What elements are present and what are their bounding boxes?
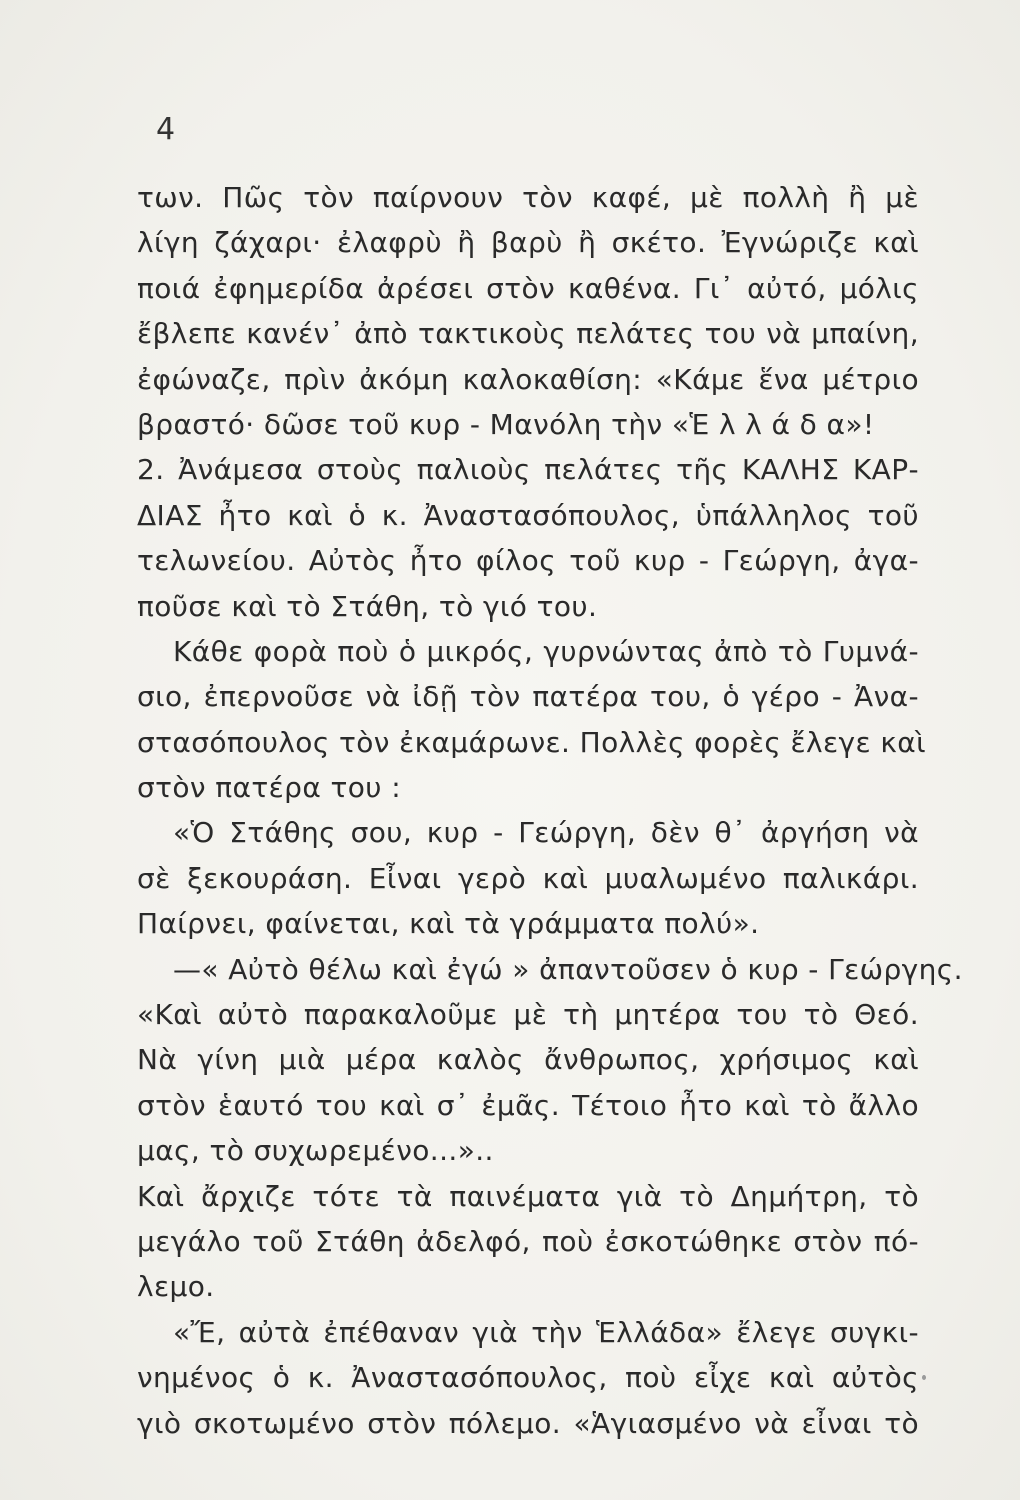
text-line: στὸν ἑαυτό του καὶ σ᾽ ἐμᾶς. Τέτοιο ἦτο καὶ τὸ ἄλλο xyxy=(137,1088,919,1122)
text-line: 2. Ἀνάμεσα στοὺς παλιοὺς πελάτες τῆς ΚΑΛΗΣ ΚΑΡ- xyxy=(137,453,919,487)
text-line: νημένος ὁ κ. Ἀναστασόπουλος, ποὺ εἶχε καὶ αὐτὸς xyxy=(137,1361,919,1395)
text-line: ποῦσε καὶ τὸ Στάθη, τὸ γιό του. xyxy=(137,589,598,623)
text-line: βραστό· δῶσε τοῦ κυρ - Μανόλη τὴν «Ἑ λ λ ά δ α»! xyxy=(137,407,875,441)
text-line: λίγη ζάχαρι· ἐλαφρὺ ἢ βαρὺ ἢ σκέτο. Ἐγνώριζε καὶ xyxy=(137,226,919,260)
text-line: «Ὁ Στάθης σου, κυρ - Γεώργη, δὲν θ᾽ ἀργήση νὰ xyxy=(173,816,919,850)
text-line: «Καὶ αὐτὸ παρακαλοῦμε μὲ τὴ μητέρα του τὸ Θεό. xyxy=(137,998,919,1032)
text-line: λεμο. xyxy=(137,1270,215,1304)
page-number: 4 xyxy=(156,112,176,147)
text-line: στὸν πατέρα του : xyxy=(137,771,402,805)
text-line: «Ἔ, αὐτὰ ἐπέθαναν γιὰ τὴν Ἑλλάδα» ἔλεγε συγκι- xyxy=(173,1315,919,1349)
text-line: μεγάλο τοῦ Στάθη ἀδελφό, ποὺ ἐσκοτώθηκε στὸν πό- xyxy=(137,1224,919,1258)
text-line: ποιά ἐφημερίδα ἀρέσει στὸν καθένα. Γι᾽ αὐτό, μόλις xyxy=(137,271,919,305)
body-text xyxy=(137,175,963,1446)
text-line: Κάθε φορὰ ποὺ ὁ μικρός, γυρνώντας ἀπὸ τὸ Γυμνά- xyxy=(173,634,919,668)
text-line: σὲ ξεκουράση. Εἶναι γερὸ καὶ μυαλωμένο παλικάρι. xyxy=(137,861,919,895)
text-line: ἔβλεπε κανέν᾽ ἀπὸ τακτικοὺς πελάτες του νὰ μπαίνη, xyxy=(137,317,919,351)
text-line: τελωνείου. Αὐτὸς ἦτο φίλος τοῦ κυρ - Γεώργη, ἀγα- xyxy=(137,544,919,578)
text-line: Νὰ γίνη μιὰ μέρα καλὸς ἄνθρωπος, χρήσιμος καὶ xyxy=(137,1043,919,1077)
text-line: Καὶ ἄρχιζε τότε τὰ παινέματα γιὰ τὸ Δημήτρη, τὸ xyxy=(137,1179,919,1213)
paper-speck xyxy=(922,1375,926,1380)
text-line: των. Πῶς τὸν παίρνουν τὸν καφέ, μὲ πολλὴ ἢ μὲ xyxy=(137,181,919,214)
text-line: γιὸ σκοτωμένο στὸν πόλεμο. «Ἁγιασμένο νὰ εἶναι τὸ xyxy=(137,1406,919,1440)
text-line: Παίρνει, φαίνεται, καὶ τὰ γράμματα πολύ». xyxy=(137,907,760,941)
text-line: ΔΙΑΣ ἦτο καὶ ὁ κ. Ἀναστασόπουλος, ὑπάλληλος τοῦ xyxy=(137,498,919,532)
text-line: ἐφώναζε, πρὶν ἀκόμη καλοκαθίση: «Κάμε ἕνα μέτριο xyxy=(137,362,919,396)
text-line: σιο, ἐπερνοῦσε νὰ ἰδῇ τὸν πατέρα του, ὁ γέρο - Ἀνα- xyxy=(137,680,919,714)
text-line: μας, τὸ συχωρεμένο...».. xyxy=(137,1134,494,1168)
text-line: —« Αὐτὸ θέλω καὶ ἐγώ » ἀπαντοῦσεν ὁ κυρ - Γεώργης. xyxy=(173,952,963,986)
text-line: στασόπουλος τὸν ἐκαμάρωνε. Πολλὲς φορὲς ἔλεγε καὶ xyxy=(137,725,926,759)
